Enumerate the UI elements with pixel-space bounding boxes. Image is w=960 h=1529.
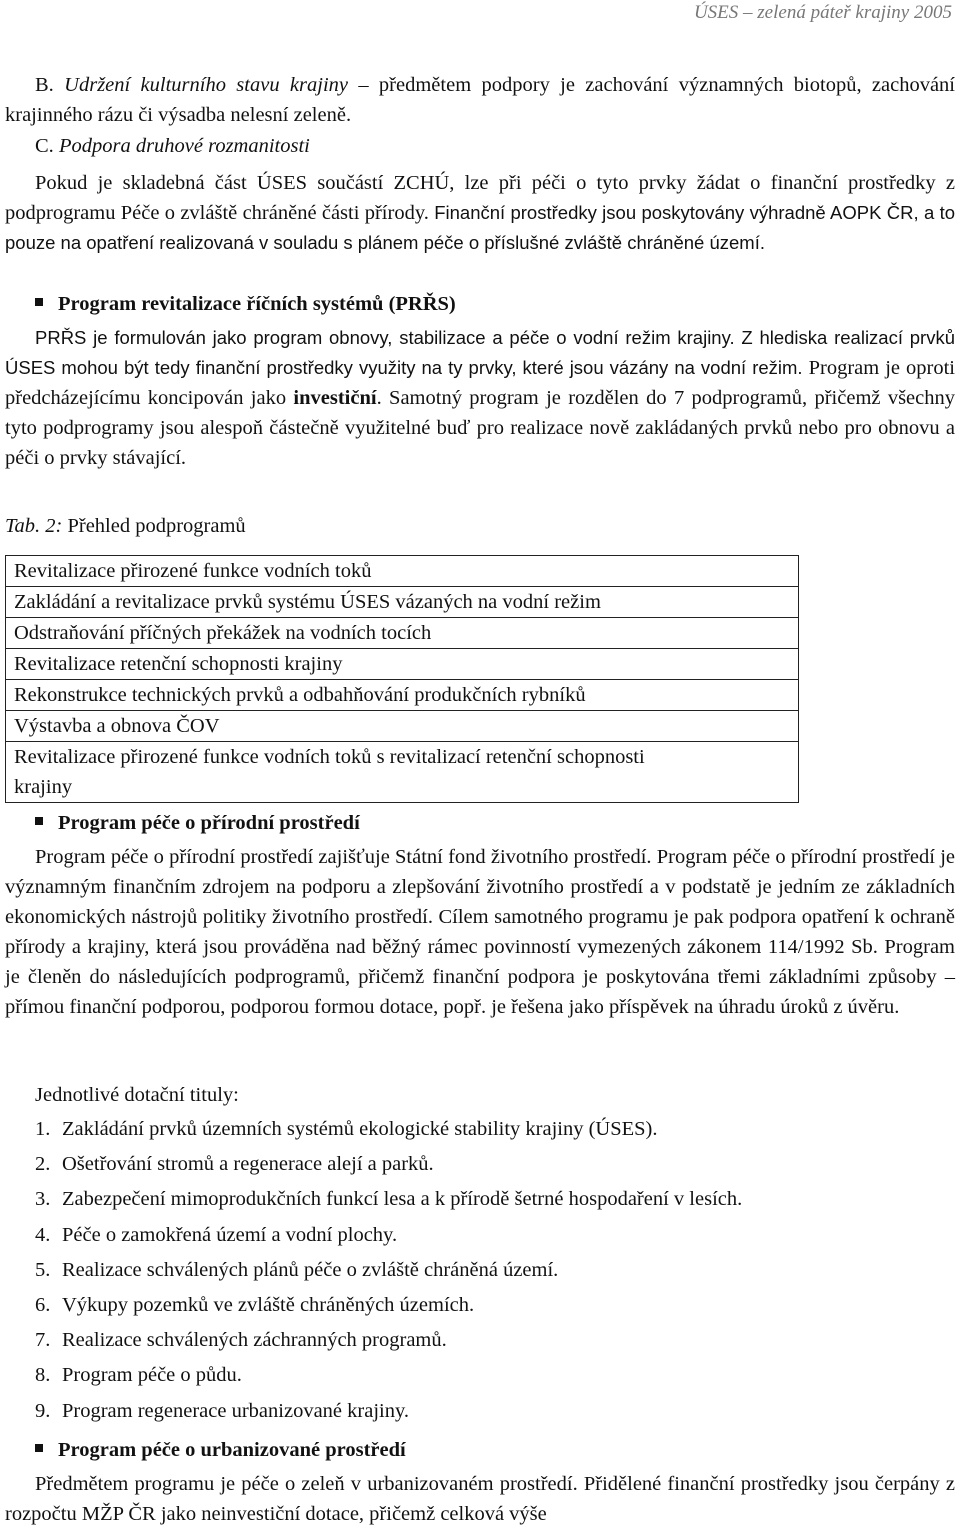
list-item — [35, 1253, 742, 1288]
list-item-text: Výkupy pozemků ve zvláště chráněných územích. — [62, 1293, 475, 1316]
list-item-number: 1. — [35, 1118, 51, 1140]
prrs-heading-text: Program revitalizace říčních systémů (PRŘS) — [58, 293, 456, 315]
puop-heading-text: Program péče o urbanizované prostředí — [58, 1439, 406, 1461]
table-row — [6, 680, 799, 711]
ppop-p1: Program péče o přírodní prostředí zajišťuje Státní fond životního prostředí. Program péče o přírodní prostředí je významným finančním zdrojem na podporu a zlepšování životního prostředí a v podstatě je jedním ze základních ekonomických nástrojů politiky životního prostředí. — [5, 846, 955, 928]
table-row — [6, 556, 799, 587]
ppop-list-title: Jednotlivé dotační tituly: — [35, 1084, 239, 1106]
list-item — [35, 1147, 742, 1182]
table-row — [6, 587, 799, 618]
table-cell: Zakládání a revitalizace prvků systému ÚSES vázaných na vodní režim — [6, 587, 799, 618]
list-item-text: Péče o zamokřená území a vodní plochy. — [62, 1223, 398, 1246]
table-cell: Revitalizace přirozené funkce vodních toků s revitalizací retenční schopnosti krajiny — [6, 742, 799, 803]
table-row — [6, 711, 799, 742]
list-item-number: 4. — [35, 1223, 51, 1246]
table-cell: Výstavba a obnova ČOV — [6, 711, 799, 742]
subprogram-table — [5, 555, 799, 803]
subsidy-list — [35, 1112, 742, 1429]
list-item — [35, 1288, 742, 1323]
list-item-text: Zabezpečení mimoprodukčních funkcí lesa a k přírodě šetrné hospodaření v lesích. — [62, 1188, 743, 1211]
bullet-square-icon — [35, 1444, 43, 1452]
prrs-p1: PRŘS je formulován jako program obnovy, stabilizace a péče o vodní režim krajiny. — [35, 327, 735, 348]
ppop-heading-text: Program péče o přírodní prostředí — [58, 812, 360, 834]
list-item-text: Realizace schválených plánů péče o zvláště chráněná území. — [62, 1258, 559, 1281]
table-row — [6, 649, 799, 680]
section-c-p2: Finanční prostředky jsou poskytovány výhradně AOPK ČR, a to pouze na opatření realizovaná v souladu s plánem péče o příslušné zvláště chráněné území. — [5, 202, 955, 253]
table-caption — [5, 511, 955, 541]
prrs-heading — [35, 289, 456, 319]
section-b — [5, 70, 955, 130]
list-item-number: 2. — [35, 1153, 51, 1176]
list-item — [35, 1218, 742, 1253]
section-c-title: Podpora druhové rozmanitosti — [58, 135, 310, 157]
puop-heading — [35, 1435, 406, 1465]
list-item — [35, 1182, 742, 1217]
list-item — [35, 1323, 742, 1358]
list-item — [35, 1358, 742, 1393]
ppop-heading — [35, 808, 360, 838]
section-c-p1: Pokud je skladebná část ÚSES součástí ZCHÚ, lze při péči o tyto prvky žádat o finanční prostředky z podprogramu Péče o zvláště chráněné části přírody. — [5, 172, 955, 224]
list-item-text: Zakládání prvků územních systémů ekologické stability krajiny (ÚSES). — [62, 1118, 658, 1140]
section-c-heading — [5, 131, 955, 161]
section-b-label: B. — [35, 74, 54, 96]
ppop-p2: Cílem samotného programu je pak podpora opatření k ochraně přírody a krajiny, která jsou prováděna nad běžný rámec povinností vymezených zákonem 114/1992 Sb. Program je členěn do následujících podprogramů, přičemž finanční podpora je poskytována třemi základními způsoby – přímou finanční podporou, podporou formou dotace, popř. je řešena jako příspěvek na úhradu úroků z úvěru. — [5, 906, 956, 1018]
list-item-number: 5. — [35, 1258, 51, 1281]
list-item-text: Realizace schválených záchranných programů. — [62, 1329, 447, 1352]
list-item-text: Program péče o půdu. — [62, 1364, 242, 1387]
prrs-paragraph — [5, 323, 955, 473]
prrs-p3: Program je oproti předcházejícímu koncipován jako — [5, 357, 956, 409]
list-item — [35, 1394, 742, 1429]
section-b-text: – předmětem podpory je zachování významných biotopů, zachování krajinného rázu či výsadba nelesní zeleně. — [5, 74, 956, 126]
running-header: ÚSES – zelená páteř krajiny 2005 — [693, 2, 952, 23]
bullet-square-icon — [35, 817, 43, 825]
table-caption-label: Tab. 2: — [5, 515, 63, 537]
list-item-text: Program regenerace urbanizované krajiny. — [62, 1399, 409, 1422]
table-row — [6, 618, 799, 649]
list-item — [35, 1112, 742, 1147]
section-c-paragraph — [5, 168, 955, 258]
table-cell: Odstraňování příčných překážek na vodních tocích — [6, 618, 799, 649]
table-cell: Revitalizace přirozené funkce vodních toků — [6, 556, 799, 587]
table-caption-text: Přehled podprogramů — [67, 515, 246, 537]
prrs-p3-bold: investiční — [293, 387, 377, 409]
ppop-paragraph — [5, 842, 955, 1022]
prrs-p4: Samotný program je rozdělen do 7 podprogramů, přičemž všechny tyto podprogramy jsou alespoň částečně využitelné buď pro realizace nově zakládaných prvků nebo pro obnovu a péči o prvky stávající. — [5, 387, 956, 469]
list-item-number: 7. — [35, 1329, 51, 1352]
table-cell: Rekonstrukce technických prvků a odbahňování produkčních rybníků — [6, 680, 799, 711]
prrs-p2: Z hlediska realizací prvků ÚSES mohou být tedy finanční prostředky využity na ty prvky, které jsou vázány na vodní režim. — [5, 327, 955, 378]
list-item-text: Ošetřování stromů a regenerace alejí a parků. — [62, 1153, 434, 1176]
bullet-square-icon — [35, 298, 43, 306]
table-row — [6, 742, 799, 803]
list-item-number: 8. — [35, 1364, 51, 1387]
table-cell: Revitalizace retenční schopnosti krajiny — [6, 649, 799, 680]
list-item-number: 9. — [35, 1399, 51, 1422]
puop-paragraph: Předmětem programu je péče o zeleň v urbanizovaném prostředí. Přidělené finanční prostředky jsou čerpány z rozpočtu MŽP ČR jako neinvestiční dotace, přičemž celková výše — [5, 1473, 955, 1525]
section-c-label: C. — [35, 135, 54, 157]
list-item-number: 6. — [35, 1293, 51, 1316]
section-b-title: Udržení kulturního stavu krajiny — [64, 74, 348, 96]
list-item-number: 3. — [35, 1188, 51, 1211]
prrs-p3-end: . — [376, 387, 382, 409]
